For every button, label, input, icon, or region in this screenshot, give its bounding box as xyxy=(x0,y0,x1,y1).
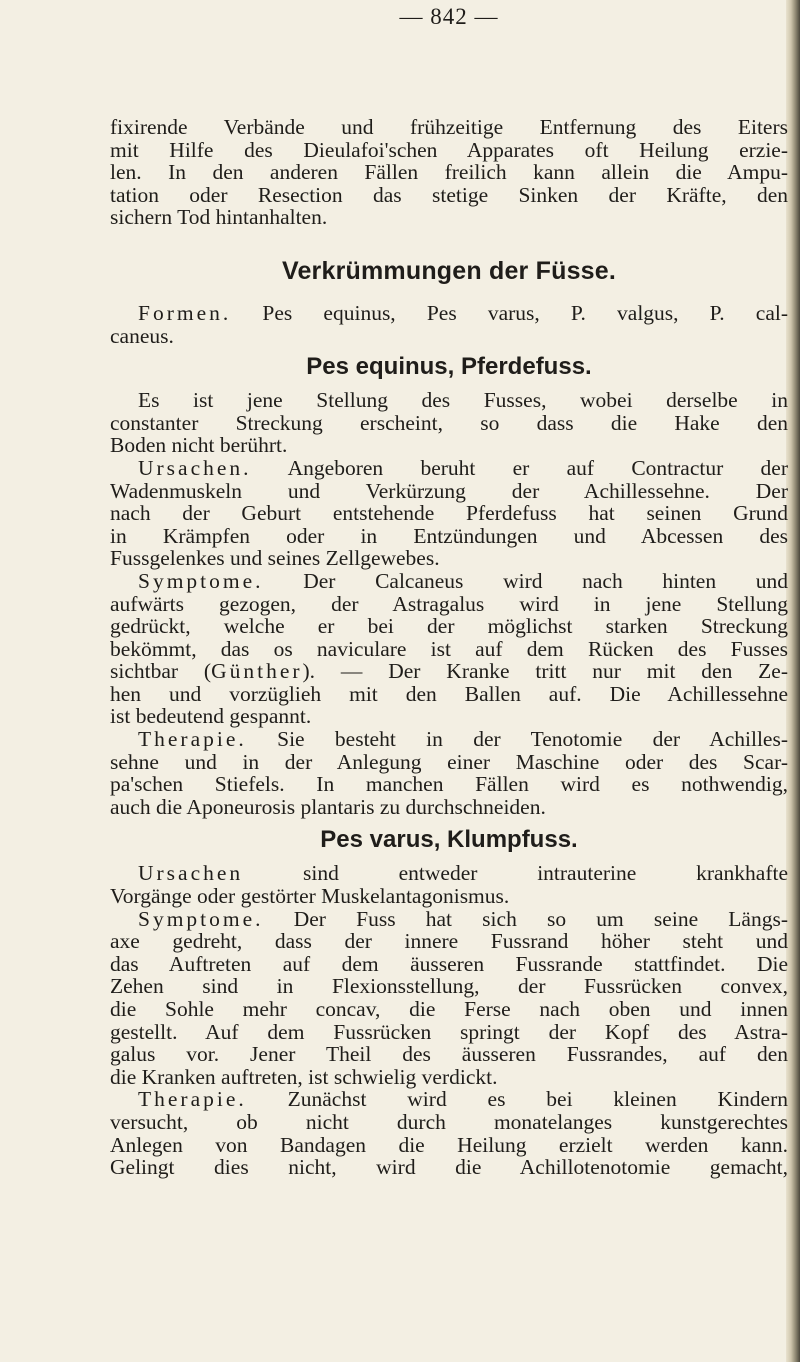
ursachen-text: sind entweder intrauterine krankhafte xyxy=(243,861,788,886)
text-line xyxy=(110,862,788,885)
ursachen-label: Ursachen. xyxy=(138,455,252,480)
text-line: Boden nicht berührt. xyxy=(110,433,288,458)
text-line xyxy=(110,728,788,751)
text-line: die Sohle mehr concav, die Ferse nach oben und innen xyxy=(110,997,788,1021)
symptome-label: Symptome. xyxy=(138,906,264,931)
text-line: auch die Aponeurosis plantaris zu durchschneiden. xyxy=(110,794,546,819)
varus-title: Pes varus, Klumpfuss. xyxy=(320,826,578,854)
text-line xyxy=(110,457,788,480)
author-name: Günther xyxy=(211,659,303,684)
text-line: Zehen sind in Flexionsstellung, der Fussrücken convex, xyxy=(110,974,788,999)
symptome-text: Der Fuss hat sich so um seine Längs- xyxy=(263,906,788,931)
text-line: caneus. xyxy=(110,323,174,348)
text-line: ist bedeutend gespannt. xyxy=(110,704,312,729)
equinus-ursachen xyxy=(110,457,788,570)
text-line xyxy=(110,1088,788,1111)
text-line: pa'schen Stiefels. In manchen Fällen wird es nothwendig, xyxy=(110,772,788,797)
text-line: versucht, ob nicht durch monatelanges kunstgerechtes xyxy=(110,1109,788,1134)
therapie-label: Therapie. xyxy=(138,1087,247,1112)
text-line: sehne und in der Anlegung einer Maschine oder des Scar- xyxy=(110,749,788,774)
text-line: constanter Streckung erscheint, so dass die Hake den xyxy=(110,410,788,435)
ursachen-label: Ursachen xyxy=(138,861,244,886)
text-fragment: ). — Der Kranke tritt nur mit den Ze- xyxy=(302,659,789,684)
text-line: hen und vorzüglieh mit den Ballen auf. Die Achillessehne xyxy=(110,681,788,706)
varus-therapie xyxy=(110,1088,788,1178)
text-fragment: sichtbar ( xyxy=(110,659,212,684)
ursachen-text: Angeboren beruht er auf Contractur der xyxy=(251,455,788,480)
symptome-label: Symptome. xyxy=(138,568,264,593)
symptome-text: Der Calcaneus wird nach hinten und xyxy=(263,568,788,593)
page-number: — 842 — xyxy=(399,4,499,29)
text-line: nach der Geburt entstehende Pferdefuss hat seinen Grund xyxy=(110,501,788,526)
book-page xyxy=(110,4,789,1180)
text-line xyxy=(110,908,788,931)
text-line: fixirende Verbände und frühzeitige Entfernung des Eiters xyxy=(110,115,788,139)
therapie-label: Therapie. xyxy=(138,727,247,752)
formen-paragraph xyxy=(110,302,788,347)
equinus-therapie xyxy=(110,728,788,818)
text-line: Gelingt dies nicht, wird die Achillotenotomie gemacht, xyxy=(110,1155,788,1180)
text-line: die Kranken auftreten, ist schwielig verdickt. xyxy=(110,1064,498,1089)
formen-text: Pes equinus, Pes varus, P. valgus, P. cal- xyxy=(231,300,788,325)
text-line: Vorgänge oder gestörter Muskelantagonismus. xyxy=(110,884,510,909)
intro-paragraph xyxy=(110,116,788,229)
therapie-text: Sie besteht in der Tenotomie der Achilles- xyxy=(246,727,788,752)
text-line xyxy=(110,660,788,683)
section-title: Verkrümmungen der Füsse. xyxy=(281,256,617,285)
text-line: Wadenmuskeln und Verkürzung der Achillessehne. Der xyxy=(110,478,788,503)
formen-label: Formen. xyxy=(138,300,232,325)
equinus-title: Pes equinus, Pferdefuss. xyxy=(306,353,592,381)
text-line: tation oder Resection das stetige Sinken der Kräfte, den xyxy=(110,182,788,207)
text-line: galus vor. Jener Theil des äusseren Fussrandes, auf den xyxy=(110,1042,788,1067)
text-line: Anlegen von Bandagen die Heilung erzielt werden kann. xyxy=(110,1132,788,1157)
text-line: Fussgelenkes und seines Zellgewebes. xyxy=(110,546,440,571)
text-line: aufwärts gezogen, der Astragalus wird in jene Stellung xyxy=(110,591,788,616)
varus-symptome xyxy=(110,908,788,1089)
text-line: len. In den anderen Fällen freilich kann allein die Ampu- xyxy=(110,160,788,185)
varus-ursachen xyxy=(110,862,788,907)
therapie-text: Zunächst wird es bei kleinen Kindern xyxy=(246,1087,788,1112)
text-line: Es ist jene Stellung des Fusses, wobei derselbe in xyxy=(138,388,788,413)
text-line: gestellt. Auf dem Fussrücken springt der Kopf des Astra- xyxy=(110,1019,788,1044)
text-line: gedrückt, welche er bei der möglichst starken Streckung xyxy=(110,614,788,639)
equinus-definition xyxy=(110,389,788,457)
text-line: in Krämpfen oder in Entzündungen und Abcessen des xyxy=(110,523,788,548)
text-line: mit Hilfe des Dieulafoi'schen Apparates oft Heilung erzie- xyxy=(110,137,788,162)
book-binding-edge xyxy=(786,0,800,1362)
text-line: axe gedreht, dass der innere Fussrand höher steht und xyxy=(110,929,788,954)
text-line xyxy=(110,302,788,325)
text-line: das Auftreten auf dem äusseren Fussrande stattfindet. Die xyxy=(110,951,788,976)
equinus-symptome xyxy=(110,570,788,728)
text-line: bekömmt, das os naviculare ist auf dem Rücken des Fusses xyxy=(110,636,788,661)
text-line: sichern Tod hintanhalten. xyxy=(110,205,328,230)
text-line xyxy=(110,570,788,593)
